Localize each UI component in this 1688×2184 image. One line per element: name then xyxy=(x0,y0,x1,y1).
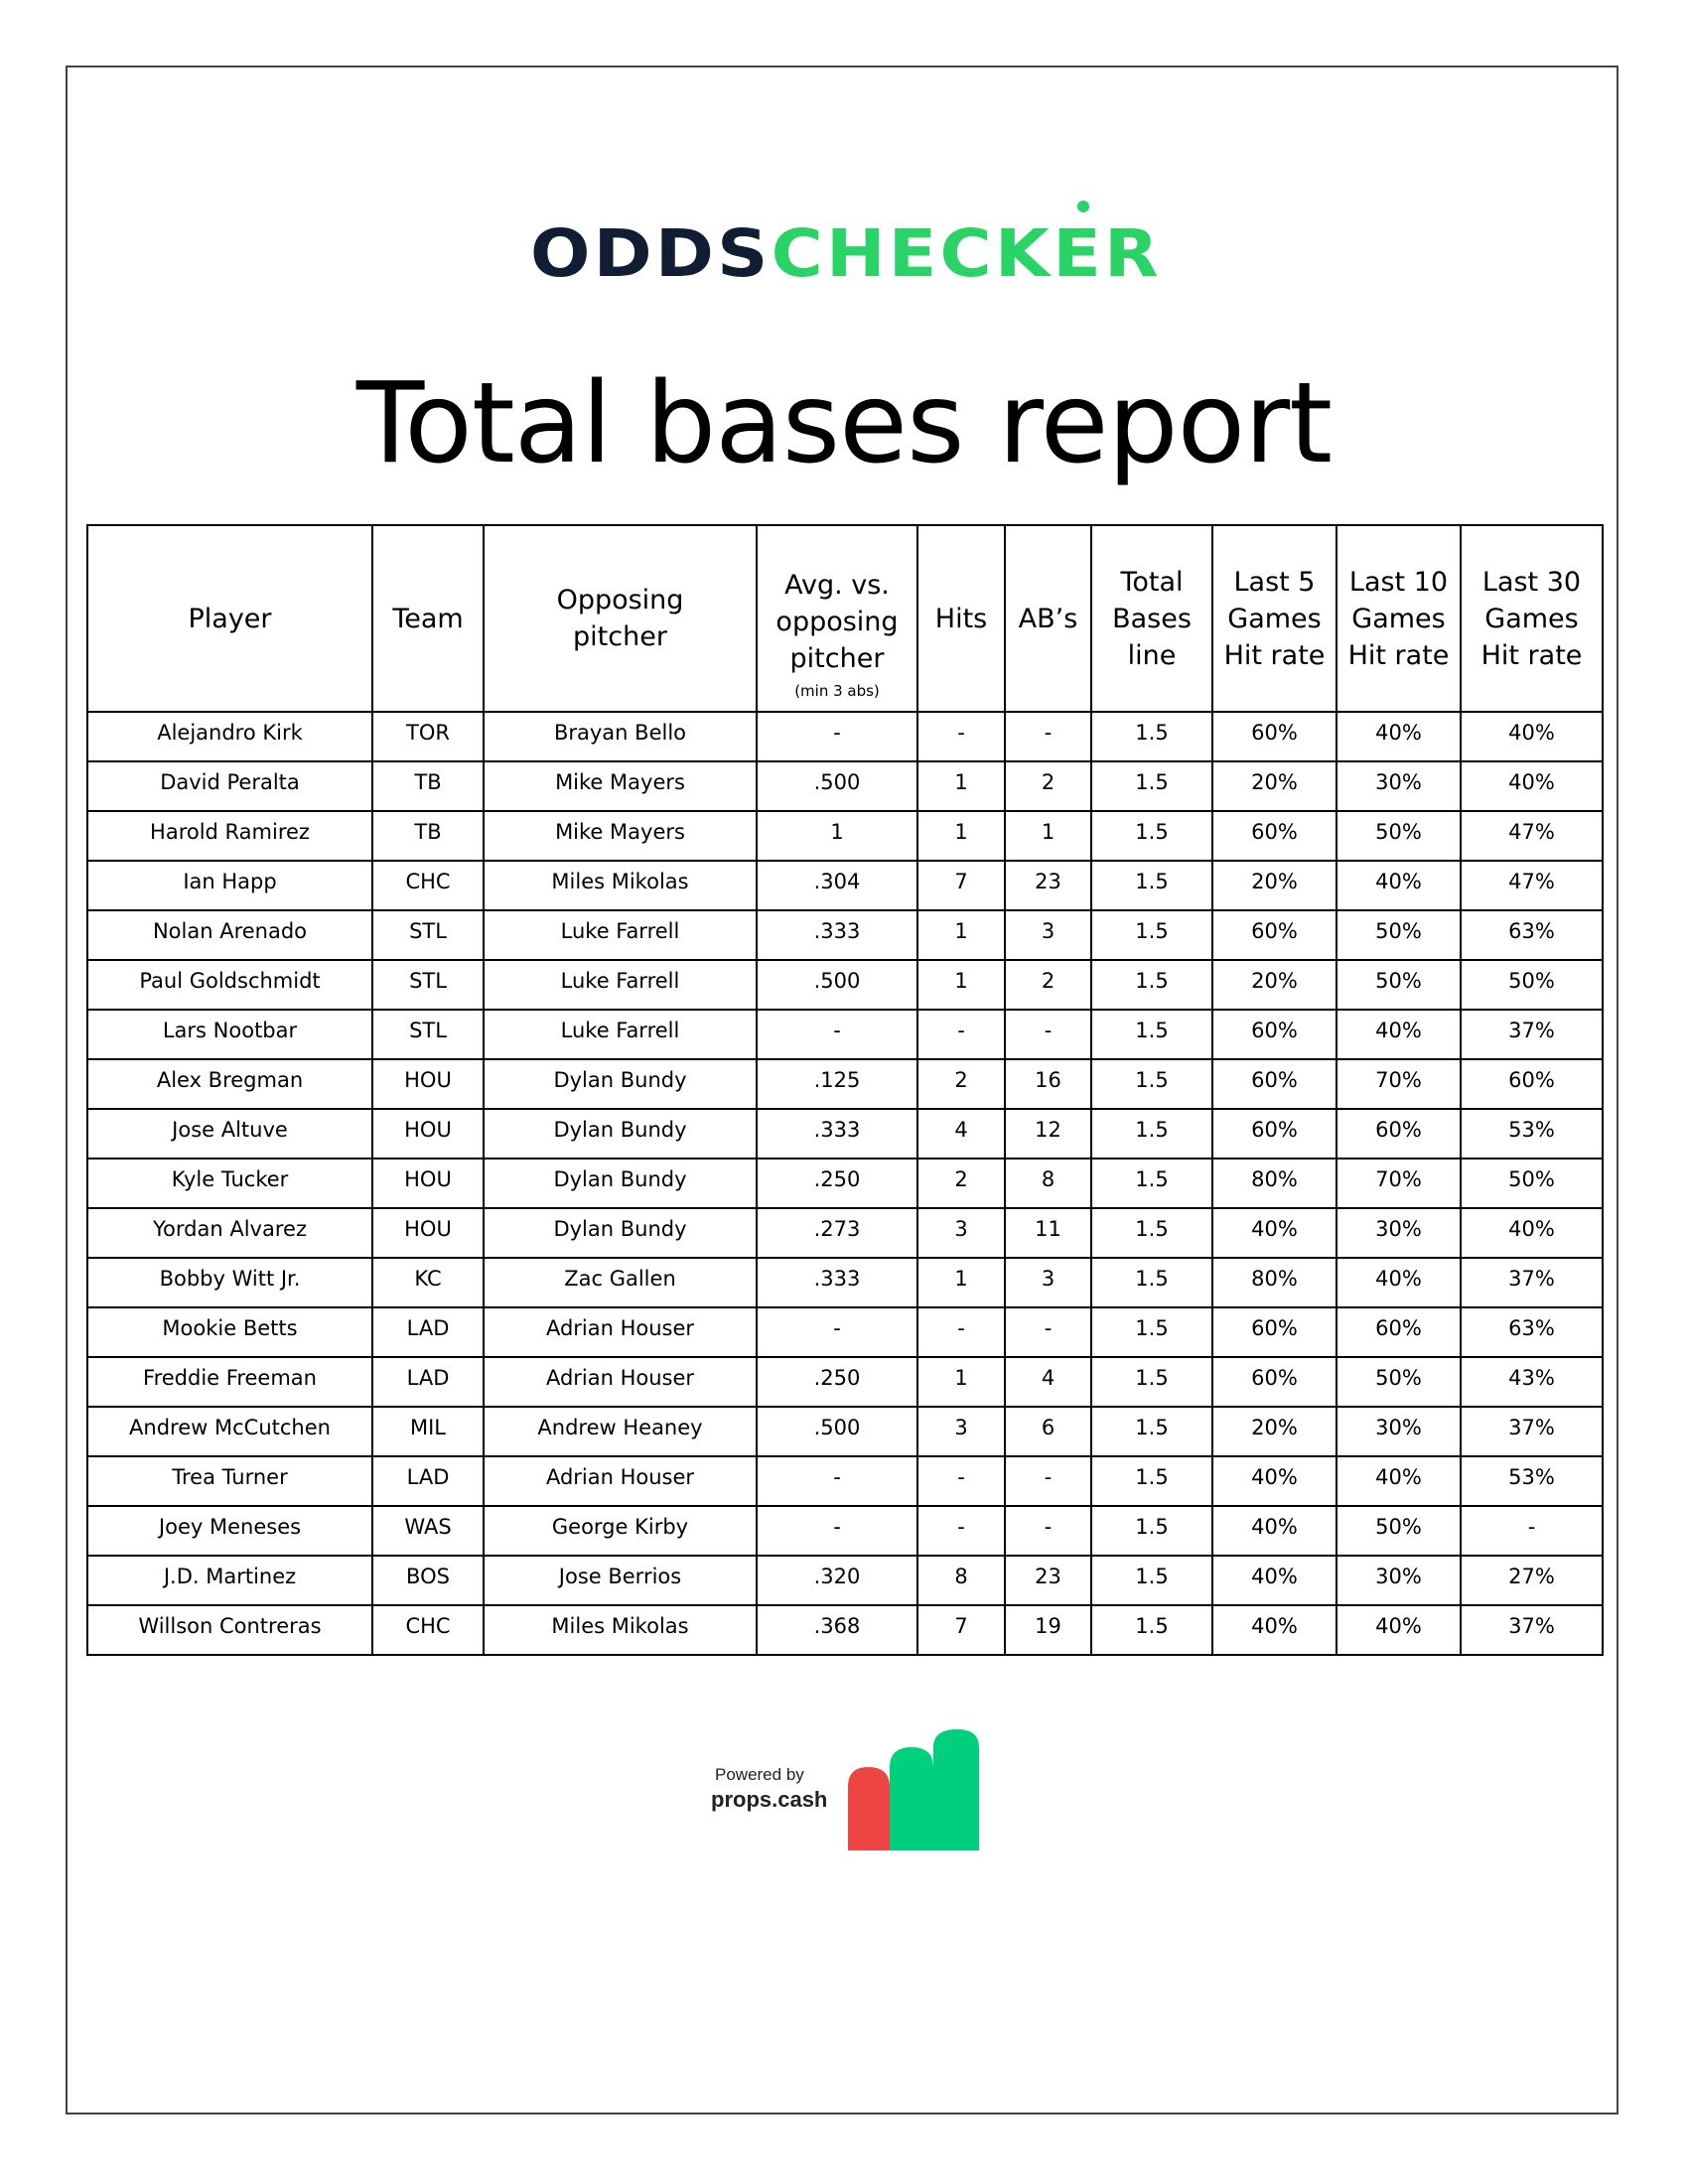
cell-last5-hit-rate: 60% xyxy=(1212,712,1336,761)
cell-player: Nolan Arenado xyxy=(87,910,372,960)
cell-team: KC xyxy=(372,1258,484,1307)
cell-last5-hit-rate: 60% xyxy=(1212,811,1336,861)
cell-opposing-pitcher: Brayan Bello xyxy=(484,712,757,761)
cell-hits: 2 xyxy=(917,1159,1005,1208)
cell-last10-hit-rate: 40% xyxy=(1336,1258,1461,1307)
cell-last5-hit-rate: 80% xyxy=(1212,1258,1336,1307)
header-abs: AB’s xyxy=(1005,525,1091,712)
cell-abs: 6 xyxy=(1005,1407,1091,1456)
cell-avg-vs-pitcher: - xyxy=(757,1456,917,1506)
cell-opposing-pitcher: Jose Berrios xyxy=(484,1556,757,1605)
cell-last10-hit-rate: 30% xyxy=(1336,1407,1461,1456)
cell-hits: 1 xyxy=(917,960,1005,1010)
table-row xyxy=(87,1307,1603,1357)
cell-hits: 7 xyxy=(917,1605,1005,1655)
cell-opposing-pitcher: Miles Mikolas xyxy=(484,1605,757,1655)
cell-last5-hit-rate: 20% xyxy=(1212,861,1336,910)
cell-hits: - xyxy=(917,1010,1005,1059)
cell-team: TB xyxy=(372,761,484,811)
logo-checker: CHECKER xyxy=(771,215,1134,290)
cell-hits: 1 xyxy=(917,761,1005,811)
table-row xyxy=(87,1456,1603,1506)
table-row xyxy=(87,1159,1603,1208)
cell-player: Trea Turner xyxy=(87,1456,372,1506)
cell-avg-vs-pitcher: .368 xyxy=(757,1605,917,1655)
table-row xyxy=(87,910,1603,960)
cell-last5-hit-rate: 40% xyxy=(1212,1556,1336,1605)
header-team: Team xyxy=(372,525,484,712)
bar-chart-icon xyxy=(846,1727,985,1856)
cell-total-bases-line: 1.5 xyxy=(1091,861,1212,910)
header-hits: Hits xyxy=(917,525,1005,712)
cell-abs: 3 xyxy=(1005,1258,1091,1307)
cell-total-bases-line: 1.5 xyxy=(1091,1109,1212,1159)
table-row xyxy=(87,761,1603,811)
cell-total-bases-line: 1.5 xyxy=(1091,1556,1212,1605)
cell-abs: 8 xyxy=(1005,1159,1091,1208)
cell-team: LAD xyxy=(372,1357,484,1407)
cell-last5-hit-rate: 60% xyxy=(1212,1109,1336,1159)
cell-team: TOR xyxy=(372,712,484,761)
cell-team: HOU xyxy=(372,1159,484,1208)
cell-avg-vs-pitcher: .250 xyxy=(757,1159,917,1208)
cell-last5-hit-rate: 60% xyxy=(1212,1357,1336,1407)
cell-last30-hit-rate: 43% xyxy=(1461,1357,1603,1407)
cell-last30-hit-rate: 40% xyxy=(1461,712,1603,761)
cell-last5-hit-rate: 20% xyxy=(1212,761,1336,811)
cell-opposing-pitcher: Adrian Houser xyxy=(484,1357,757,1407)
table-header-row xyxy=(87,525,1603,712)
header-last5: Last 5 Games Hit rate xyxy=(1212,525,1336,712)
cell-abs: 23 xyxy=(1005,861,1091,910)
cell-avg-vs-pitcher: 1 xyxy=(757,811,917,861)
cell-hits: 1 xyxy=(917,811,1005,861)
oddschecker-logo xyxy=(528,195,1164,290)
cell-avg-vs-pitcher: - xyxy=(757,712,917,761)
cell-last5-hit-rate: 40% xyxy=(1212,1456,1336,1506)
cell-hits: 1 xyxy=(917,1258,1005,1307)
cell-last10-hit-rate: 70% xyxy=(1336,1159,1461,1208)
cell-last30-hit-rate: 40% xyxy=(1461,1208,1603,1258)
cell-player: Bobby Witt Jr. xyxy=(87,1258,372,1307)
cell-hits: 2 xyxy=(917,1059,1005,1109)
cell-abs: 11 xyxy=(1005,1208,1091,1258)
cell-last30-hit-rate: - xyxy=(1461,1506,1603,1556)
cell-avg-vs-pitcher: .500 xyxy=(757,1407,917,1456)
cell-avg-vs-pitcher: .333 xyxy=(757,910,917,960)
cell-avg-vs-pitcher: - xyxy=(757,1307,917,1357)
cell-team: BOS xyxy=(372,1556,484,1605)
cell-total-bases-line: 1.5 xyxy=(1091,1258,1212,1307)
cell-opposing-pitcher: Miles Mikolas xyxy=(484,861,757,910)
cell-last5-hit-rate: 40% xyxy=(1212,1506,1336,1556)
cell-abs: 2 xyxy=(1005,761,1091,811)
cell-opposing-pitcher: Andrew Heaney xyxy=(484,1407,757,1456)
cell-total-bases-line: 1.5 xyxy=(1091,811,1212,861)
table-row xyxy=(87,1605,1603,1655)
powered-by-label: Powered by xyxy=(715,1765,804,1784)
cell-total-bases-line: 1.5 xyxy=(1091,1605,1212,1655)
table-row xyxy=(87,861,1603,910)
cell-team: LAD xyxy=(372,1307,484,1357)
cell-team: STL xyxy=(372,1010,484,1059)
header-total-bases-line: Total Bases line xyxy=(1091,525,1212,712)
cell-last30-hit-rate: 40% xyxy=(1461,761,1603,811)
table-row xyxy=(87,1109,1603,1159)
cell-last10-hit-rate: 40% xyxy=(1336,861,1461,910)
cell-opposing-pitcher: Mike Mayers xyxy=(484,761,757,811)
cell-last10-hit-rate: 30% xyxy=(1336,761,1461,811)
cell-avg-vs-pitcher: .500 xyxy=(757,960,917,1010)
cell-last10-hit-rate: 50% xyxy=(1336,1506,1461,1556)
cell-last5-hit-rate: 20% xyxy=(1212,960,1336,1010)
cell-last30-hit-rate: 50% xyxy=(1461,960,1603,1010)
cell-abs: 1 xyxy=(1005,811,1091,861)
table-row xyxy=(87,712,1603,761)
cell-opposing-pitcher: Luke Farrell xyxy=(484,960,757,1010)
cell-player: David Peralta xyxy=(87,761,372,811)
cell-last10-hit-rate: 40% xyxy=(1336,1010,1461,1059)
cell-avg-vs-pitcher: .304 xyxy=(757,861,917,910)
header-avg-note: (min 3 abs) xyxy=(794,681,880,700)
table-row xyxy=(87,1357,1603,1407)
header-player: Player xyxy=(87,525,372,712)
cell-team: HOU xyxy=(372,1059,484,1109)
cell-last10-hit-rate: 70% xyxy=(1336,1059,1461,1109)
cell-opposing-pitcher: Mike Mayers xyxy=(484,811,757,861)
cell-hits: - xyxy=(917,712,1005,761)
cell-total-bases-line: 1.5 xyxy=(1091,1357,1212,1407)
table-row xyxy=(87,1506,1603,1556)
cell-total-bases-line: 1.5 xyxy=(1091,712,1212,761)
cell-last10-hit-rate: 40% xyxy=(1336,1605,1461,1655)
cell-last10-hit-rate: 60% xyxy=(1336,1109,1461,1159)
cell-total-bases-line: 1.5 xyxy=(1091,1506,1212,1556)
cell-abs: - xyxy=(1005,712,1091,761)
cell-opposing-pitcher: Dylan Bundy xyxy=(484,1109,757,1159)
cell-last30-hit-rate: 63% xyxy=(1461,910,1603,960)
cell-last30-hit-rate: 47% xyxy=(1461,861,1603,910)
cell-opposing-pitcher: George Kirby xyxy=(484,1506,757,1556)
cell-last5-hit-rate: 60% xyxy=(1212,1059,1336,1109)
cell-total-bases-line: 1.5 xyxy=(1091,1059,1212,1109)
cell-player: Andrew McCutchen xyxy=(87,1407,372,1456)
cell-last30-hit-rate: 27% xyxy=(1461,1556,1603,1605)
cell-last30-hit-rate: 53% xyxy=(1461,1109,1603,1159)
cell-abs: 2 xyxy=(1005,960,1091,1010)
cell-last10-hit-rate: 40% xyxy=(1336,712,1461,761)
cell-total-bases-line: 1.5 xyxy=(1091,1307,1212,1357)
cell-hits: 1 xyxy=(917,910,1005,960)
header-last10: Last 10 Games Hit rate xyxy=(1336,525,1461,712)
cell-total-bases-line: 1.5 xyxy=(1091,960,1212,1010)
cell-total-bases-line: 1.5 xyxy=(1091,1010,1212,1059)
cell-total-bases-line: 1.5 xyxy=(1091,761,1212,811)
svg-text:ODDSCHECKER xyxy=(530,215,1162,290)
cell-abs: 4 xyxy=(1005,1357,1091,1407)
cell-total-bases-line: 1.5 xyxy=(1091,1407,1212,1456)
cell-team: WAS xyxy=(372,1506,484,1556)
cell-team: STL xyxy=(372,960,484,1010)
table-row xyxy=(87,1208,1603,1258)
cell-opposing-pitcher: Dylan Bundy xyxy=(484,1208,757,1258)
logo-odds: ODDS xyxy=(530,215,755,290)
cell-player: Paul Goldschmidt xyxy=(87,960,372,1010)
cell-avg-vs-pitcher: .333 xyxy=(757,1109,917,1159)
cell-last30-hit-rate: 63% xyxy=(1461,1307,1603,1357)
cell-opposing-pitcher: Luke Farrell xyxy=(484,910,757,960)
cell-last5-hit-rate: 60% xyxy=(1212,1307,1336,1357)
cell-player: Kyle Tucker xyxy=(87,1159,372,1208)
cell-avg-vs-pitcher: .500 xyxy=(757,761,917,811)
cell-last5-hit-rate: 60% xyxy=(1212,1010,1336,1059)
cell-hits: 3 xyxy=(917,1407,1005,1456)
cell-abs: 3 xyxy=(1005,910,1091,960)
cell-last10-hit-rate: 60% xyxy=(1336,1307,1461,1357)
cell-team: MIL xyxy=(372,1407,484,1456)
cell-team: STL xyxy=(372,910,484,960)
header-last30: Last 30 Games Hit rate xyxy=(1461,525,1603,712)
cell-last30-hit-rate: 37% xyxy=(1461,1605,1603,1655)
cell-last30-hit-rate: 37% xyxy=(1461,1010,1603,1059)
page-title: Total bases report xyxy=(355,359,1333,488)
cell-team: HOU xyxy=(372,1208,484,1258)
cell-last5-hit-rate: 60% xyxy=(1212,910,1336,960)
table-row xyxy=(87,1059,1603,1109)
cell-opposing-pitcher: Adrian Houser xyxy=(484,1307,757,1357)
cell-player: J.D. Martinez xyxy=(87,1556,372,1605)
cell-last30-hit-rate: 53% xyxy=(1461,1456,1603,1506)
cell-player: Jose Altuve xyxy=(87,1109,372,1159)
cell-abs: 16 xyxy=(1005,1059,1091,1109)
cell-total-bases-line: 1.5 xyxy=(1091,1456,1212,1506)
cell-last10-hit-rate: 30% xyxy=(1336,1556,1461,1605)
table-row xyxy=(87,1556,1603,1605)
cell-player: Lars Nootbar xyxy=(87,1010,372,1059)
cell-last10-hit-rate: 50% xyxy=(1336,910,1461,960)
cell-avg-vs-pitcher: .250 xyxy=(757,1357,917,1407)
cell-abs: - xyxy=(1005,1010,1091,1059)
cell-avg-vs-pitcher: .333 xyxy=(757,1258,917,1307)
cell-hits: - xyxy=(917,1456,1005,1506)
cell-opposing-pitcher: Zac Gallen xyxy=(484,1258,757,1307)
cell-opposing-pitcher: Luke Farrell xyxy=(484,1010,757,1059)
cell-abs: - xyxy=(1005,1456,1091,1506)
cell-opposing-pitcher: Adrian Houser xyxy=(484,1456,757,1506)
cell-hits: - xyxy=(917,1506,1005,1556)
cell-total-bases-line: 1.5 xyxy=(1091,1159,1212,1208)
cell-last5-hit-rate: 40% xyxy=(1212,1208,1336,1258)
cell-total-bases-line: 1.5 xyxy=(1091,1208,1212,1258)
cell-last30-hit-rate: 37% xyxy=(1461,1258,1603,1307)
cell-last10-hit-rate: 50% xyxy=(1336,1357,1461,1407)
cell-player: Yordan Alvarez xyxy=(87,1208,372,1258)
cell-player: Alex Bregman xyxy=(87,1059,372,1109)
cell-last10-hit-rate: 50% xyxy=(1336,960,1461,1010)
table-body xyxy=(87,712,1603,1655)
table-row xyxy=(87,1258,1603,1307)
cell-player: Mookie Betts xyxy=(87,1307,372,1357)
cell-hits: 3 xyxy=(917,1208,1005,1258)
cell-avg-vs-pitcher: .273 xyxy=(757,1208,917,1258)
cell-hits: 8 xyxy=(917,1556,1005,1605)
cell-total-bases-line: 1.5 xyxy=(1091,910,1212,960)
cell-opposing-pitcher: Dylan Bundy xyxy=(484,1059,757,1109)
table-row xyxy=(87,960,1603,1010)
cell-player: Willson Contreras xyxy=(87,1605,372,1655)
cell-abs: 23 xyxy=(1005,1556,1091,1605)
cell-last5-hit-rate: 40% xyxy=(1212,1605,1336,1655)
cell-player: Joey Meneses xyxy=(87,1506,372,1556)
cell-avg-vs-pitcher: - xyxy=(757,1506,917,1556)
table-row xyxy=(87,1407,1603,1456)
cell-last10-hit-rate: 30% xyxy=(1336,1208,1461,1258)
cell-team: CHC xyxy=(372,861,484,910)
cell-team: HOU xyxy=(372,1109,484,1159)
cell-opposing-pitcher: Dylan Bundy xyxy=(484,1159,757,1208)
cell-avg-vs-pitcher: .320 xyxy=(757,1556,917,1605)
cell-last30-hit-rate: 60% xyxy=(1461,1059,1603,1109)
cell-abs: 19 xyxy=(1005,1605,1091,1655)
cell-last5-hit-rate: 80% xyxy=(1212,1159,1336,1208)
cell-hits: 4 xyxy=(917,1109,1005,1159)
cell-hits: 7 xyxy=(917,861,1005,910)
cell-last5-hit-rate: 20% xyxy=(1212,1407,1336,1456)
cell-player: Ian Happ xyxy=(87,861,372,910)
cell-last10-hit-rate: 50% xyxy=(1336,811,1461,861)
cell-hits: - xyxy=(917,1307,1005,1357)
cell-hits: 1 xyxy=(917,1357,1005,1407)
total-bases-table xyxy=(86,524,1604,1656)
header-opposing-pitcher: Opposing pitcher xyxy=(484,525,757,712)
cell-avg-vs-pitcher: .125 xyxy=(757,1059,917,1109)
cell-last10-hit-rate: 40% xyxy=(1336,1456,1461,1506)
cell-player: Freddie Freeman xyxy=(87,1357,372,1407)
cell-player: Harold Ramirez xyxy=(87,811,372,861)
table-row xyxy=(87,1010,1603,1059)
table-row xyxy=(87,811,1603,861)
props-cash-brand: props.cash xyxy=(711,1787,828,1812)
cell-avg-vs-pitcher: - xyxy=(757,1010,917,1059)
cell-last30-hit-rate: 47% xyxy=(1461,811,1603,861)
cell-team: LAD xyxy=(372,1456,484,1506)
cell-team: TB xyxy=(372,811,484,861)
cell-last30-hit-rate: 50% xyxy=(1461,1159,1603,1208)
cell-abs: - xyxy=(1005,1307,1091,1357)
cell-abs: - xyxy=(1005,1506,1091,1556)
cell-last30-hit-rate: 37% xyxy=(1461,1407,1603,1456)
powered-by-props-cash xyxy=(711,1727,989,1856)
header-avg-vs-pitcher: Avg. vs. opposing pitcher (min 3 abs) xyxy=(757,525,917,712)
cell-abs: 12 xyxy=(1005,1109,1091,1159)
cell-team: CHC xyxy=(372,1605,484,1655)
cell-player: Alejandro Kirk xyxy=(87,712,372,761)
